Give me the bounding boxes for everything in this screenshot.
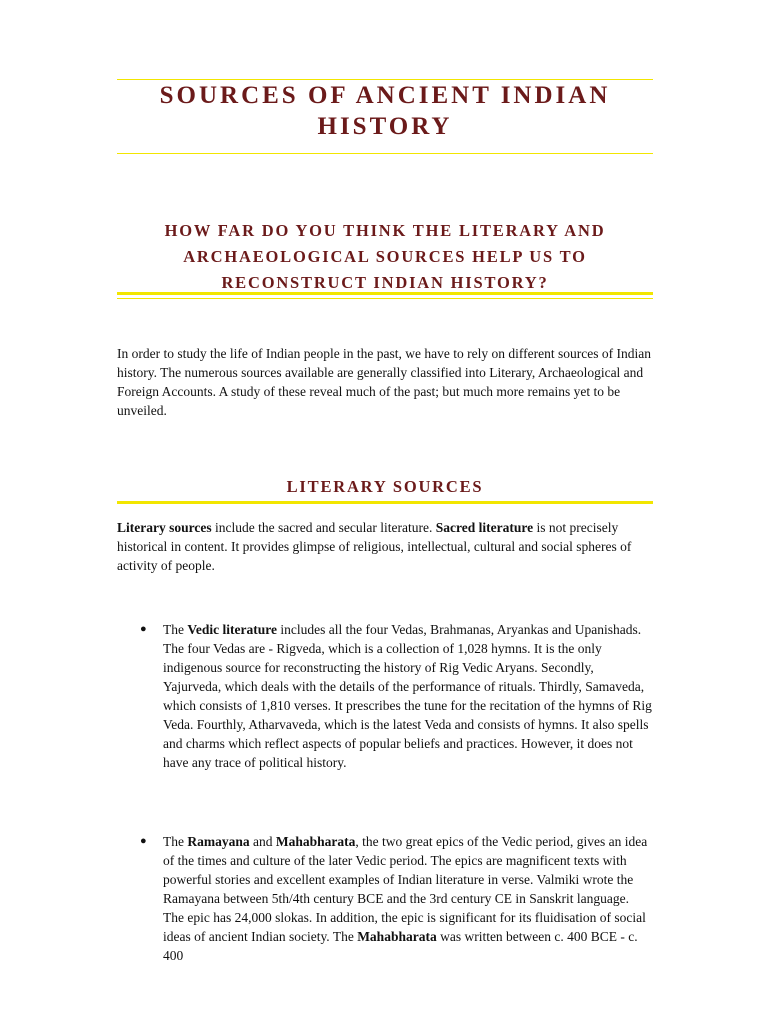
list-item-text	[163, 620, 653, 772]
text-run: was written between c. 400 BCE - c. 400	[163, 929, 638, 963]
page-title-line1: SOURCES OF ANCIENT INDIAN	[159, 82, 611, 109]
bold-term: Mahabharata	[275, 834, 356, 849]
list-item-epics	[140, 832, 653, 965]
literary-sources-heading: LITERARY SOURCES	[286, 477, 484, 496]
bullet-icon: ●	[140, 623, 147, 635]
text-run: The	[163, 834, 188, 849]
question-heading: HOW FAR DO YOU THINK THE LITERARY AND ARCHAEOLOGICAL SOURCES HELP US TO RECONSTRUCT INDIAN HISTORY?	[164, 221, 606, 292]
title-bottom-rule	[117, 153, 653, 154]
bold-term: Vedic literature	[187, 622, 277, 637]
intro-paragraph: In order to study the life of Indian people in the past, we have to rely on different sources of Indian history. The numerous sources available are generally classified into Literary, Archaeological and Foreign Accounts. A study of these reveal much of the past; but much more remains yet to be unveiled.	[117, 346, 651, 418]
text-run: is not precisely historical in content. It provides glimpse of religious, intellectual, cultural and social spheres of activity of people.	[117, 520, 632, 573]
text-run: include the sacred and secular literature.	[211, 520, 436, 535]
bullet-icon: ●	[140, 835, 147, 847]
list-item-vedic-literature	[140, 620, 653, 772]
bold-term: Sacred literature	[435, 520, 534, 535]
bold-term: Literary sources	[117, 520, 212, 535]
text-run: The	[163, 622, 188, 637]
bold-term: Mahabharata	[357, 929, 437, 944]
page-title-line2: HISTORY	[317, 113, 453, 140]
text-run: includes all the four Vedas, Brahmanas, Aryankas and Upanishads. The four Vedas are - Rigveda, which is a collection of 1,028 hymns. It is the only indigenous source for reconstructing the history of Rig Vedic Aryans. Secondly, Yajurveda, which deals with the details of the performance of rituals. Thirdly, Samaveda, which consists of 1,810 verses. It prescribes the tune for the recitation of the hymns of Rig Veda. Fourthly, Atharvaveda, which is the latest Veda and consists of hymns. It also spells and charms which reflect aspects of popular beliefs and practices. However, it does not have any trace of political history.	[163, 622, 652, 770]
page-title	[117, 80, 653, 142]
text-run: , the two great epics of the Vedic period, gives an idea of the times and culture of the later Vedic period. The epics are magnificent texts with powerful stories and excellent examples of Indian literature in verse. Valmiki wrote the Ramayana between 5th/4th century BCE and the 3rd century CE in Sanskrit language. The epic has 24,000 slokas. In addition, the epic is significant for its fluidisation of social ideas of ancient Indian society. The	[163, 834, 648, 944]
list-item-text	[163, 832, 653, 965]
literary-heading-rule	[117, 501, 653, 504]
text-run: and	[249, 834, 276, 849]
question-rule-2	[117, 298, 653, 299]
bold-term: Ramayana	[187, 834, 250, 849]
literary-paragraph	[117, 518, 653, 575]
question-rule-1	[117, 292, 653, 295]
